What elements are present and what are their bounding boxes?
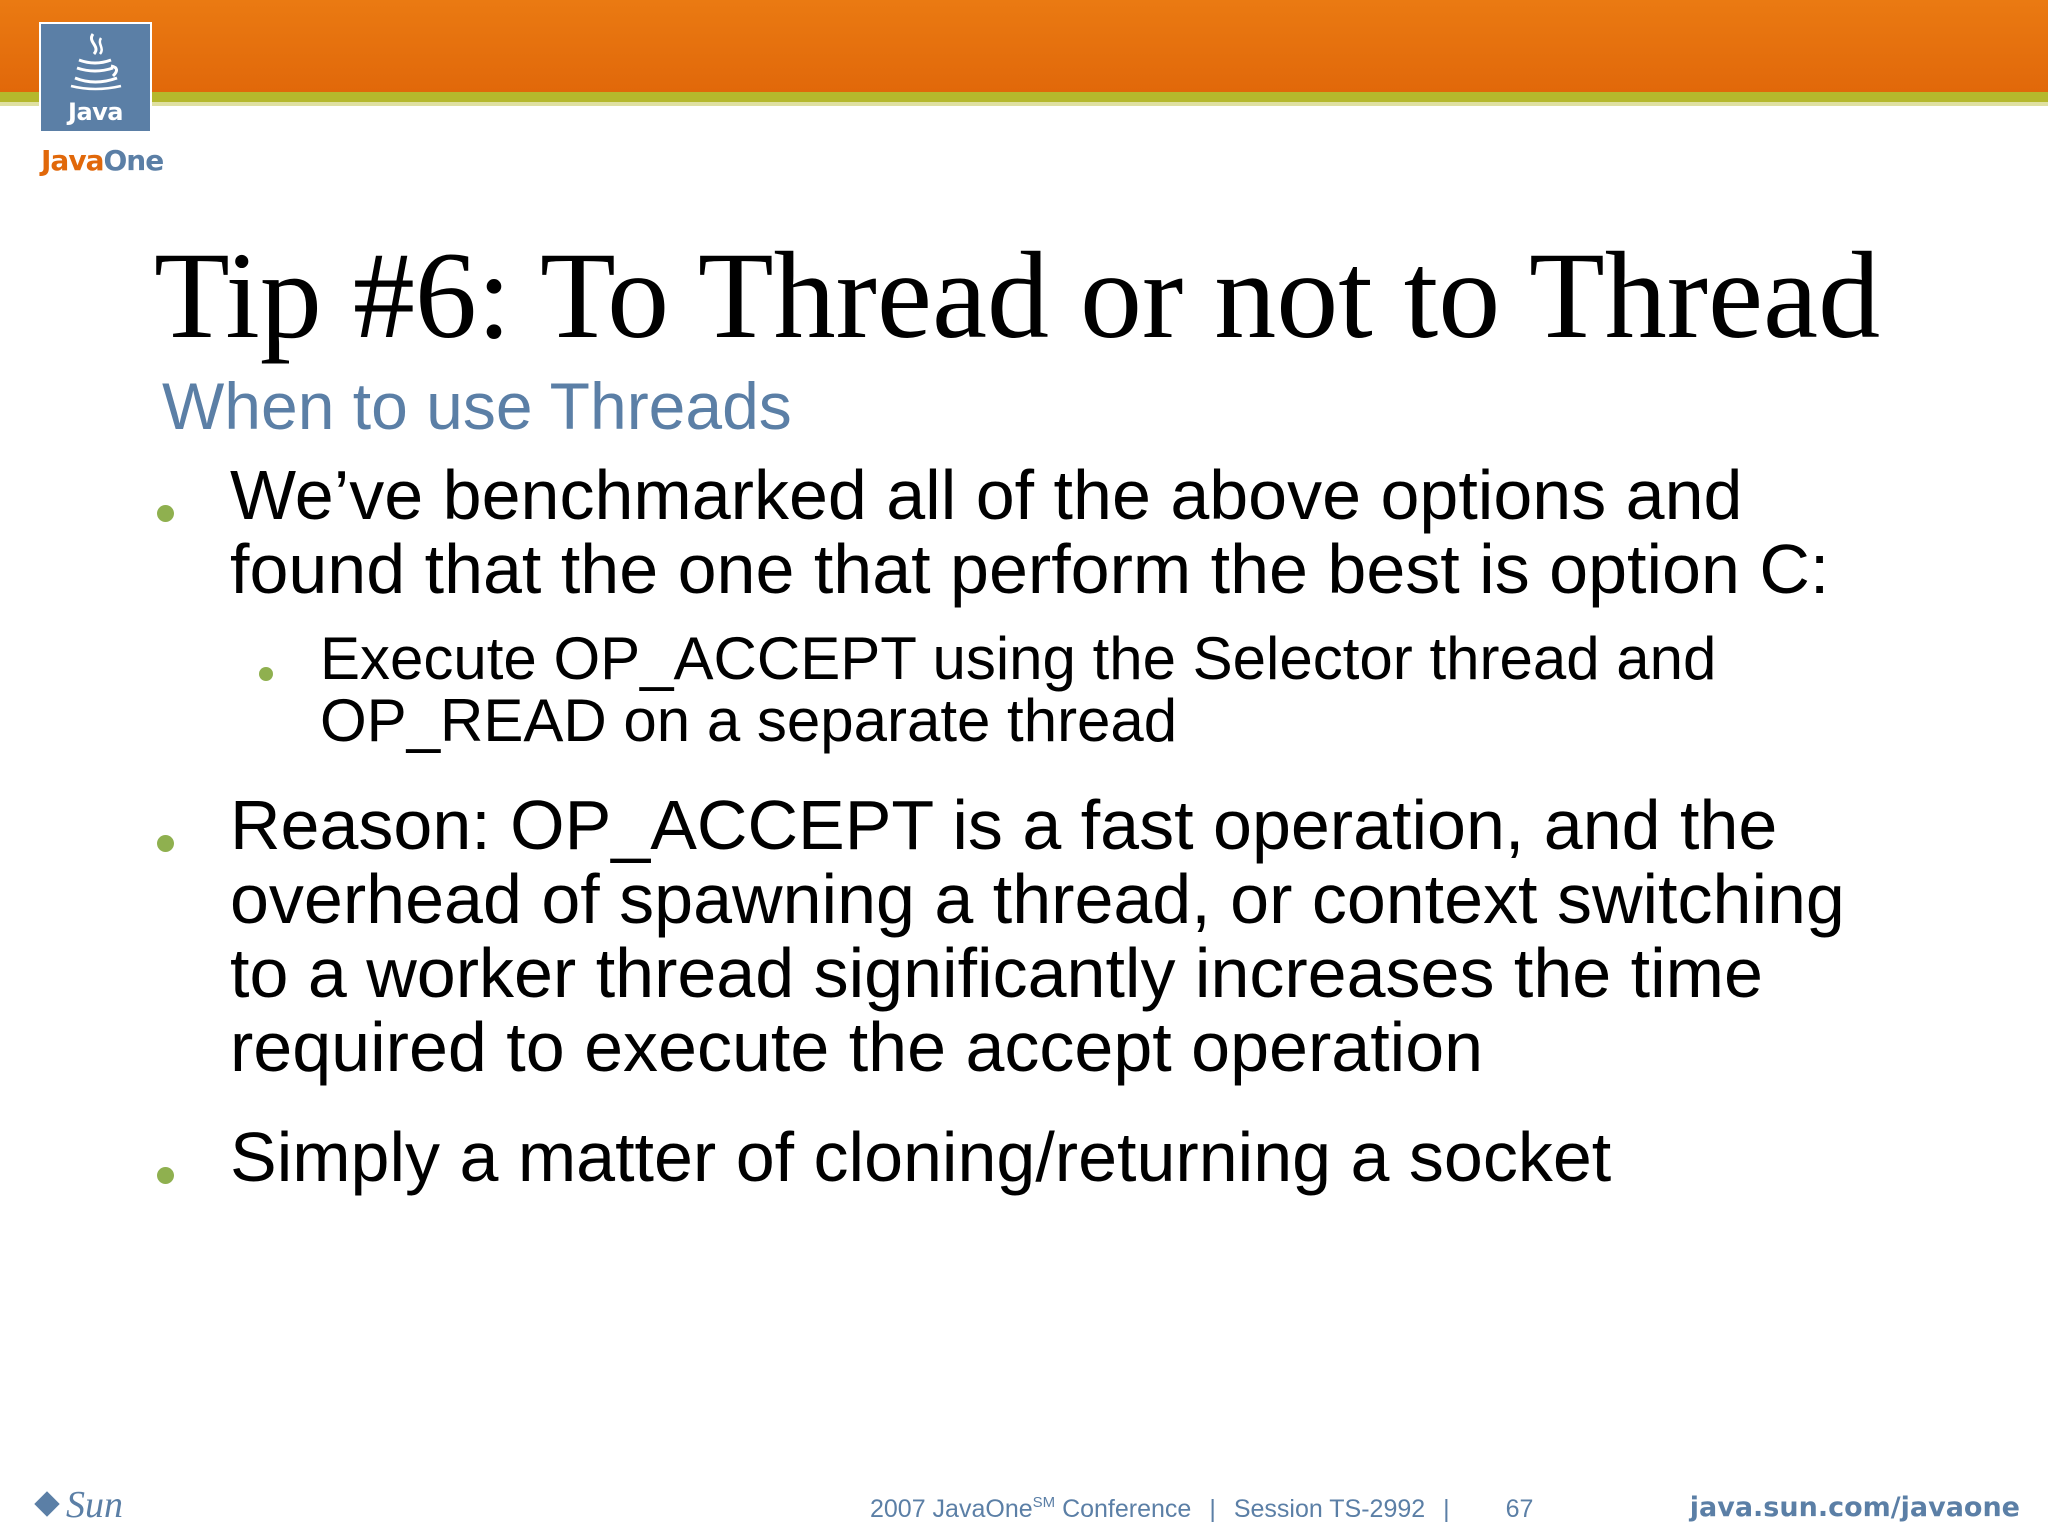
sub-bullet-dot-icon: [259, 667, 273, 681]
footer-separator: |: [1209, 1495, 1216, 1523]
sun-logo: [38, 1483, 123, 1527]
javaone-logo: [41, 144, 163, 177]
sun-diamond-icon: [34, 1491, 59, 1516]
header-band: [0, 0, 2048, 92]
bullet-line: Execute OP_ACCEPT using the Selector thread and: [320, 625, 1717, 692]
slide-title: Tip #6: To Thread or not to Thread: [154, 227, 1881, 364]
header-stripe-light: [0, 102, 2048, 106]
bullet-dot-icon: [157, 835, 174, 852]
slide-subtitle: When to use Threads: [162, 369, 792, 443]
bullet-line: Simply a matter of cloning/returning a socket: [230, 1118, 1612, 1196]
bullet-line: Reason: OP_ACCEPT is a fast operation, and the: [230, 786, 1778, 864]
bullet-line: We’ve benchmarked all of the above options and: [230, 456, 1743, 534]
bullet-text: [230, 1120, 1611, 1194]
sun-logo-text: Sun: [66, 1484, 123, 1526]
bullet-line: to a worker thread significantly increases the time: [230, 934, 1763, 1012]
page-number: 67: [1505, 1495, 1534, 1523]
java-logo-text: Java: [68, 98, 123, 126]
javaone-logo-part2: One: [103, 144, 164, 177]
bullet-line: required to execute the accept operation: [230, 1008, 1484, 1086]
footer-conference-info: [870, 1494, 1533, 1524]
bullet-line: overhead of spawning a thread, or context switching: [230, 860, 1845, 938]
bullet-line: found that the one that perform the best is option C:: [230, 530, 1830, 608]
bullet-dot-icon: [157, 1167, 174, 1184]
conference-suffix: Conference: [1055, 1495, 1192, 1523]
sub-bullet-text: [320, 625, 1717, 754]
java-logo: [39, 22, 152, 133]
conference-name: 2007 JavaOne: [870, 1495, 1033, 1523]
bullet-line: OP_READ on a separate thread: [320, 687, 1178, 754]
footer-separator: |: [1443, 1495, 1450, 1523]
footer-url: java.sun.com/javaone: [1689, 1492, 2020, 1523]
header-stripe: [0, 92, 2048, 102]
bullet-dot-icon: [157, 505, 174, 522]
conference-service-mark: SM: [1032, 1494, 1056, 1511]
bullet-text: [230, 458, 1829, 606]
javaone-logo-part1: Java: [41, 144, 104, 177]
bullet-text: [230, 788, 1845, 1084]
session-id: Session TS-2992: [1233, 1495, 1426, 1523]
